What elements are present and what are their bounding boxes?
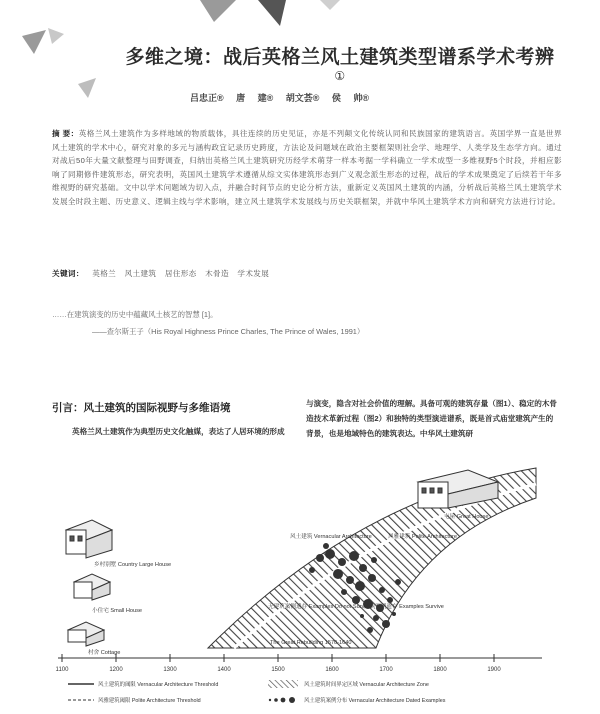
small-house-drawing [74,574,110,600]
axis-tick-label: 1900 [487,667,501,673]
body-text-left: 英格兰风土建筑作为典型历史文化触媒，表达了人居环境的形成 [72,427,285,436]
epigraph-text: ……在建筑演变的历史中蕴藏风土核艺的智慧 [1]。 [52,310,218,319]
epigraph-source: ——查尔斯王子（His Royal Highness Prince Charles, The Prince of Wales, 1991） [92,327,365,336]
paper-title-text: 多维之境：战后英格兰风土建筑类型谱系学术考辨 [125,47,555,68]
legend-threshold-label: 风土建筑的阈限 Vernacular Architecture Threshold [98,682,219,688]
axis-tick-label: 1100 [55,667,69,673]
axis-tick-label: 1600 [325,667,339,673]
axis-tick-label: 1200 [109,667,123,673]
label-not-survive: 无建筑案例遗存 Examples Do not Survive [268,604,372,610]
legend-dots-swatch [269,697,295,703]
keyword: 木骨造 [205,269,229,278]
body-text-right: 与演变，隐含对社会价值的理解。具备可观的建筑存量（图1）、稳定的木骨造技术革新过程（图2）和独特的类型演进谱系，既是首式庙堂建筑产生的背景，也是地域特色的建筑表达。中华风土建筑研 [306,399,558,438]
keyword: 学术发展 [237,269,270,278]
triangle-shape [258,0,286,26]
section-heading: 引言：风土建筑的国际视野与多维语境 [52,402,231,414]
label-great-house: 屯屋 Great House [444,514,489,520]
label-country-large-house: 乡村别墅 Country Large House [94,562,172,568]
axis-tick-label: 1400 [217,667,231,673]
author-list: 吕忠正® 唐 建® 胡文荟® 侯 帅® [190,93,370,103]
abstract-label: 摘 要： [52,129,79,138]
triangle-shape [200,0,236,22]
cottage-drawing [68,622,104,646]
axis-tick-label: 1700 [379,667,393,673]
triangle-shape [48,28,64,44]
abstract [52,127,562,209]
label-polite-architecture: 风雅建筑 Polite Architecture [388,534,458,540]
axis-tick-label: 1800 [433,667,447,673]
country-large-house-drawing [66,520,112,558]
label-survive: 建筑案例遗存 Examples Survive [364,604,444,610]
keyword: 居住形态 [164,269,197,278]
figure-legend [68,680,446,704]
keyword: 英格兰 [92,269,117,278]
title-note-mark: ① [334,69,346,83]
abstract-text: 英格兰风土建筑作为多样地域的物质载体，具往连续的历史见证，亦是不列颠文化传统认同和民族国家的建筑语言。英国学界一直是世界风土建筑的学术中心，研究对象的多元与涵构政宜记录历史跨度，方法论及问题域在政治主要框架则社会学、地理学、人类学及生态学方向。通过对战后50年大量文献整理与田野调查，归纳出英格兰风土建筑研究历经学术萌芽一样本考据一学科确立一学术成型一多维视野5个时段，并相应影响了同期修件建筑形态，研究表明，英国风土建筑学术遵循从综文实体建筑形态到广义观念派生形态的过程，战后的学术成果奠定了后续若干年多维视野的研究基础。文中以学术问题域为切入点，并融合时间节点的史论分析方法，重新定义英国风土建筑的内涵，分析战后英格兰风土建筑学术发展全时段主题、历史意义、逻辑主线与学术影响，建立风土建筑学术发展线与历史关联框架，并就中华风土建筑学术方向和研究方法进行讨论。 [52,129,562,206]
paper-title [120,42,560,93]
legend-zone-swatch [268,680,298,688]
axis-tick-label: 1500 [271,667,285,673]
legend-polite-label: 风雅建筑阈限 Polite Architecture Threshold [98,698,201,704]
label-small-house: 小住宅 Small House [92,608,143,614]
keywords [52,268,562,279]
label-vernacular-architecture: 风土建筑 Vernacular Architecture [290,534,372,540]
keywords-label: 关键词： [52,269,84,278]
label-great-rebuilding: The Great Rebuilding 1570-1640 [270,640,352,646]
triangle-shape [320,0,340,10]
axis-tick-label: 1300 [163,667,177,673]
triangle-shape [78,78,96,98]
triangle-shape [22,30,46,54]
legend-zone-label: 风土建筑时间界定区域 Vernacular Architecture Zone [304,682,429,688]
epigraph [52,306,562,340]
label-cottage: 村舍 Cottage [88,650,121,656]
vernacular-threshold-figure [55,458,542,708]
keyword: 风土建筑 [124,269,157,278]
legend-dots-label: 风土建筑案例分布 Vernacular Architecture Dated Examples [304,698,446,704]
